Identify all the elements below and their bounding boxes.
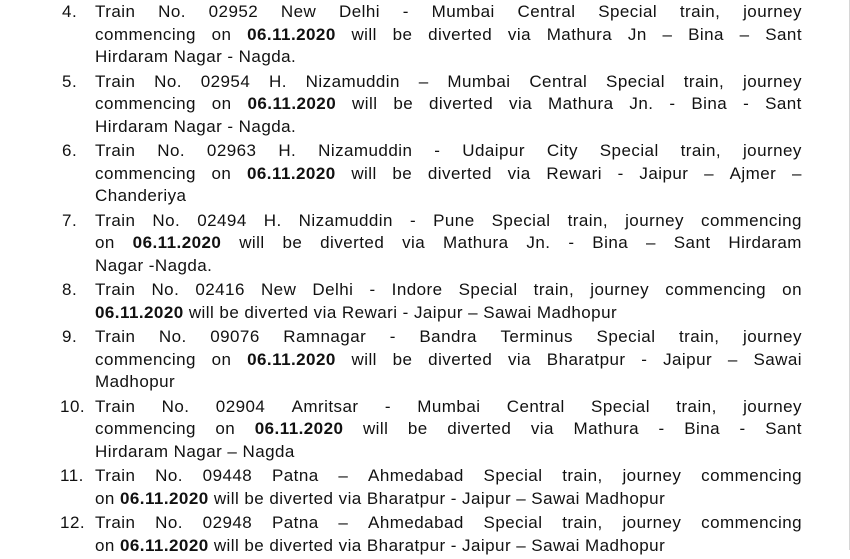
text-word: 06.11.2020 [254, 419, 344, 438]
text-word: Hirdaram Nagar - Nagda. [95, 116, 297, 136]
text-word: 06.11.2020 [247, 349, 336, 369]
text-line [95, 163, 802, 186]
text-word: via [507, 163, 531, 183]
text-word: No. [158, 327, 187, 346]
text-word: - [568, 233, 575, 252]
text-word: - [434, 141, 441, 160]
text-word: will [351, 349, 377, 369]
text-word: via [402, 233, 426, 252]
text-word: 02416 [195, 280, 245, 299]
text-word: on [211, 94, 232, 113]
text-line [95, 488, 802, 511]
text-word: 06.11.2020 [132, 233, 222, 252]
text-word: Amritsar [291, 396, 359, 416]
diversion-list [62, 1, 802, 559]
text-word: Madhopur [95, 372, 176, 391]
text-word: 09448 [202, 466, 253, 485]
text-word: Special [491, 210, 551, 230]
text-word: 06.11.2020 [247, 94, 337, 113]
list-item [62, 71, 802, 139]
text-word: on [95, 233, 115, 252]
text-word: H. [269, 71, 287, 91]
text-word: Mathura [443, 233, 509, 252]
text-line [95, 46, 802, 69]
text-word: No. [151, 280, 180, 299]
text-word: Hirdaram Nagar – Nagda [95, 441, 295, 461]
text-line [95, 116, 802, 139]
list-item-number: 12. [60, 513, 86, 532]
text-word: Indore [391, 280, 443, 299]
text-word: be [407, 419, 428, 438]
text-word: Patna [271, 513, 319, 532]
text-word: Sant [673, 233, 711, 252]
text-word: train, [680, 141, 722, 160]
text-word: commencing [701, 513, 802, 532]
text-word: - [369, 280, 376, 299]
text-word: on 06.11.2020 will be diverted via Bharatpur - Jaipur – Sawai Madhopur [95, 535, 666, 555]
text-word: Nizamuddin [318, 141, 413, 160]
text-word: – [739, 24, 750, 44]
text-word: Central [517, 2, 576, 21]
text-line [95, 24, 802, 47]
text-word: Bina [688, 24, 724, 44]
text-word: will [351, 163, 377, 183]
text-word: - [384, 396, 391, 416]
list-item [62, 465, 802, 510]
text-line [95, 465, 802, 488]
text-word: Special [596, 327, 656, 346]
list-item-number: 5. [62, 71, 78, 91]
text-word: Sant [765, 94, 802, 113]
text-word: – [645, 233, 656, 252]
text-word: 06.11.2020 will be diverted via Rewari - Jaipur – Sawai Madhopur [95, 302, 618, 322]
list-item-number: 7. [62, 210, 78, 230]
text-word: Jn. [629, 94, 654, 113]
text-word: – [338, 466, 349, 485]
text-word: Chanderiya [95, 186, 187, 205]
text-word: 02948 [202, 513, 253, 532]
text-word: – [338, 513, 349, 532]
text-word: No. [157, 141, 186, 160]
text-line [95, 93, 802, 116]
text-line [95, 349, 802, 372]
text-word: diverted [320, 233, 385, 252]
text-word: Train [95, 280, 136, 299]
text-word: Ahmedabad [368, 513, 464, 532]
text-line [95, 185, 802, 208]
text-word: Rewari [546, 163, 602, 183]
text-word: Hirdaram Nagar - Nagda. [95, 47, 297, 66]
text-word: Train [95, 141, 136, 160]
text-word: – [727, 349, 738, 369]
text-word: Hirdaram [728, 233, 802, 252]
text-word: train, [676, 396, 717, 416]
text-line [95, 326, 802, 349]
text-word: Bina [592, 233, 629, 252]
text-word: be [392, 349, 413, 369]
text-word: Train [95, 396, 136, 416]
text-word: Mumbai [447, 71, 511, 91]
text-word: Special [483, 466, 543, 485]
text-word: - [402, 2, 409, 21]
list-item [62, 210, 802, 278]
text-word: Ramnagar [283, 327, 367, 346]
text-word: via [507, 24, 531, 44]
text-line [95, 71, 802, 94]
text-word: commencing [95, 163, 196, 183]
text-word: commencing [665, 280, 767, 299]
list-item [62, 326, 802, 394]
text-word: – [662, 24, 673, 44]
text-word: Special [599, 141, 659, 160]
text-word: Ahmedabad [368, 466, 464, 485]
list-item [62, 512, 802, 557]
text-word: Delhi [312, 280, 354, 299]
text-word: commencing [95, 94, 196, 113]
text-word: - [389, 327, 396, 346]
text-word: train, [562, 466, 603, 485]
text-word: journey [742, 71, 802, 91]
text-word: Special [458, 280, 518, 299]
text-line [95, 371, 802, 394]
list-item-number: 11. [60, 466, 84, 485]
text-word: Mathura [546, 24, 613, 44]
text-line [95, 396, 802, 419]
text-word: Jaipur [663, 349, 713, 369]
text-word: Ajmer [729, 163, 777, 183]
text-word: Sant [765, 24, 802, 44]
text-word: 02963 [206, 141, 257, 160]
text-word: diverted [428, 349, 493, 369]
text-word: be [392, 24, 413, 44]
text-word: 02952 [208, 2, 259, 21]
text-word: train, [683, 71, 725, 91]
text-word: Mumbai [417, 396, 481, 416]
text-word: Train [95, 71, 136, 91]
text-line [95, 1, 802, 24]
text-word: on [215, 419, 236, 438]
text-word: commencing [701, 210, 802, 230]
text-word: be [393, 94, 414, 113]
text-word: 06.11.2020 [247, 163, 336, 183]
text-line [95, 302, 802, 325]
text-word: will [352, 94, 378, 113]
text-word: 09076 [210, 327, 260, 346]
text-word: Udaipur [462, 141, 525, 160]
list-item-number: 10. [60, 396, 86, 416]
text-word: Train [95, 513, 136, 532]
text-word: commencing [701, 466, 802, 485]
text-word: will [239, 233, 265, 252]
text-line [95, 441, 802, 464]
text-word: diverted [428, 24, 493, 44]
list-item [62, 140, 802, 208]
text-word: commencing [95, 24, 196, 44]
text-word: Nagar -Nagda. [95, 255, 213, 275]
text-word: on 06.11.2020 will be diverted via Bharatpur - Jaipur – Sawai Madhopur [95, 488, 666, 508]
text-word: Train [95, 466, 136, 485]
text-line [95, 140, 802, 163]
text-word: Special [483, 513, 543, 532]
list-item-number: 9. [62, 327, 78, 346]
text-word: 06.11.2020 [247, 24, 336, 44]
text-word: via [509, 94, 533, 113]
text-word: 02954 [200, 71, 251, 91]
text-word: will [351, 24, 377, 44]
text-word: 02494 [197, 210, 247, 230]
text-line [95, 512, 802, 535]
list-item-number: 6. [62, 141, 78, 160]
text-word: Central [529, 71, 588, 91]
text-word: - [409, 210, 417, 230]
text-word: journey [625, 210, 684, 230]
text-word: H. [263, 210, 282, 230]
text-word: Jn. [526, 233, 551, 252]
text-word: Delhi [339, 2, 380, 21]
text-word: train, [678, 327, 720, 346]
text-line [95, 232, 802, 255]
text-word: Central [506, 396, 565, 416]
text-word: - [743, 94, 750, 113]
text-line [95, 255, 802, 278]
text-word: journey [622, 513, 682, 532]
text-word: City [546, 141, 578, 160]
text-word: on [211, 163, 232, 183]
text-word: Nizamuddin [305, 71, 400, 91]
text-word: Bharatpur [546, 349, 626, 369]
text-word: Bandra [419, 327, 477, 346]
text-word: - [658, 419, 665, 438]
text-word: No. [154, 71, 182, 91]
text-word: Train [95, 2, 136, 21]
text-word: journey [743, 2, 802, 21]
text-word: Special [606, 71, 665, 91]
text-word: Jn [627, 24, 647, 44]
text-word: train, [562, 513, 603, 532]
list-item [62, 396, 802, 464]
list-item [62, 1, 802, 69]
text-line [95, 418, 802, 441]
text-word: journey [590, 280, 650, 299]
text-line [95, 279, 802, 302]
text-word: - [669, 94, 676, 113]
text-word: New [280, 2, 317, 21]
text-word: Patna [271, 466, 319, 485]
text-word: Sant [765, 419, 802, 438]
text-word: Bina [684, 419, 721, 438]
text-word: journey [742, 327, 802, 346]
text-word: will [362, 419, 389, 438]
text-word: on [782, 280, 802, 299]
text-word: Sawai [753, 349, 802, 369]
text-word: Mumbai [431, 2, 495, 21]
text-word: commencing [95, 419, 196, 438]
text-word: No. [161, 396, 190, 416]
text-word: diverted [447, 419, 512, 438]
text-word: diverted [427, 163, 492, 183]
text-word: New [260, 280, 297, 299]
text-word: Special [598, 2, 658, 21]
text-line [95, 210, 802, 233]
text-word: on [211, 349, 232, 369]
text-word: Jaipur [639, 163, 689, 183]
text-word: H. [278, 141, 297, 160]
list-item-number: 4. [62, 2, 78, 21]
text-word: be [392, 163, 413, 183]
text-word: Mathura [548, 94, 614, 113]
text-word: - [641, 349, 648, 369]
list-item-number: 8. [62, 280, 78, 299]
text-word: No. [152, 210, 181, 230]
text-line [95, 535, 802, 558]
text-word: – [704, 163, 714, 183]
text-word: train, [679, 2, 721, 21]
text-word: Bina [691, 94, 728, 113]
text-word: Pune [433, 210, 475, 230]
text-word: – [791, 163, 802, 183]
text-word: No. [158, 2, 186, 21]
text-word: via [530, 419, 554, 438]
text-word: - [739, 419, 746, 438]
text-word: journey [622, 466, 682, 485]
text-word: on [211, 24, 232, 44]
text-word: Terminus [500, 327, 574, 346]
text-word: journey [742, 141, 802, 160]
text-word: No. [155, 513, 183, 532]
text-word: Train [95, 327, 136, 346]
text-word: via [507, 349, 532, 369]
text-word: – [418, 71, 429, 91]
text-word: Train [95, 210, 136, 230]
text-word: be [282, 233, 303, 252]
list-item [62, 279, 802, 324]
text-word: - [617, 163, 624, 183]
text-word: train, [567, 210, 609, 230]
text-word: Special [591, 396, 650, 416]
text-word: journey [743, 396, 802, 416]
text-word: diverted [429, 94, 494, 113]
text-word: Mathura [573, 419, 639, 438]
text-word: No. [155, 466, 183, 485]
text-word: train, [533, 280, 575, 299]
text-word: Nizamuddin [298, 210, 393, 230]
text-word: commencing [95, 349, 196, 369]
text-word: 02904 [215, 396, 266, 416]
